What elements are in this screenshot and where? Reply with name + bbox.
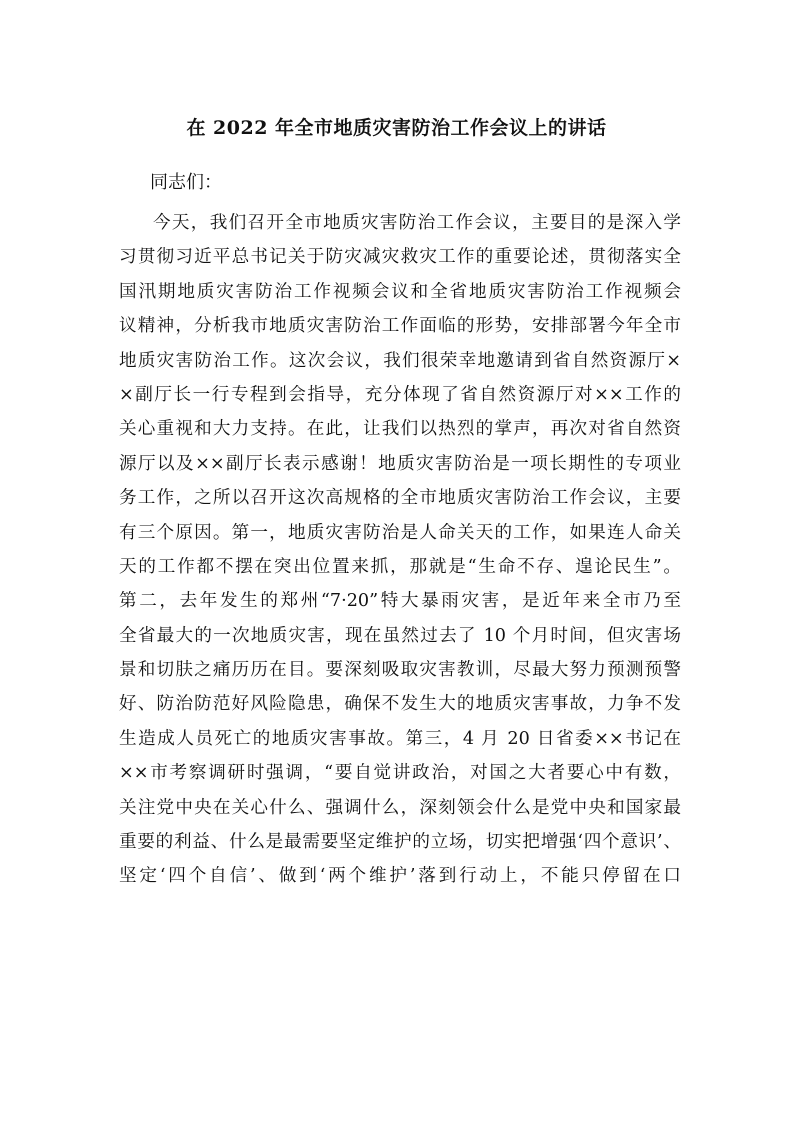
text-line: 关注党中央在关心什么、强调什么，深刻领会什么是党中央和国家最 [119, 797, 681, 818]
text-line: 重要的利益、什么是最需要坚定维护的立场，切实把增强‘四个意识’、 [119, 832, 681, 853]
text-line: ×副厅长一行专程到会指导，充分体现了省自然资源厅对××工作的 [119, 384, 681, 405]
text-line: 源厅以及××副厅长表示感谢！地质灾害防治是一项长期性的专项业 [119, 453, 681, 474]
text-line: 议精神，分析我市地质灾害防治工作面临的形势，安排部署今年全市 [119, 316, 681, 337]
text-line: ××市考察调研时强调，“要自觉讲政治，对国之大者要心中有数， [119, 763, 681, 784]
text-line: 关心重视和大力支持。在此，让我们以热烈的掌声，再次对省自然资 [119, 419, 681, 440]
text-line: 好、防治防范好风险隐患，确保不发生大的地质灾害事故，力争不发 [119, 694, 681, 715]
text-line: 务工作，之所以召开这次高规格的全市地质灾害防治工作会议，主要 [119, 488, 681, 509]
body-paragraph [119, 206, 681, 894]
salutation: 同志们： [150, 172, 222, 193]
text-line: 生造成人员死亡的地质灾害事故。第三，4 月 20 日省委××书记在 [119, 728, 681, 749]
text-line: 地质灾害防治工作。这次会议，我们很荣幸地邀请到省自然资源厅× [119, 350, 681, 371]
document-title: 在 2022 年全市地质灾害防治工作会议上的讲话 [186, 117, 607, 139]
text-line: 第二，去年发生的郑州“7·20”特大暴雨灾害，是近年来全市乃至 [119, 591, 681, 612]
text-line: 坚定‘四个自信’、做到‘两个维护’落到行动上，不能只停留在口 [119, 866, 681, 887]
text-line: 国汛期地质灾害防治工作视频会议和全省地质灾害防治工作视频会 [119, 281, 681, 302]
text-line: 天的工作都不摆在突出位置来抓，那就是“生命不存、遑论民生”。 [119, 556, 681, 577]
text-line: 习贯彻习近平总书记关于防灾减灾救灾工作的重要论述，贯彻落实全 [119, 247, 681, 268]
text-line: 全省最大的一次地质灾害，现在虽然过去了 10 个月时间，但灾害场 [119, 625, 681, 646]
text-line: 今天，我们召开全市地质灾害防治工作会议，主要目的是深入学 [153, 213, 681, 233]
text-line: 景和切肤之痛历历在目。要深刻吸取灾害教训，尽最大努力预测预警 [119, 660, 681, 681]
text-line: 有三个原因。第一，地质灾害防治是人命关天的工作，如果连人命关 [119, 522, 681, 543]
